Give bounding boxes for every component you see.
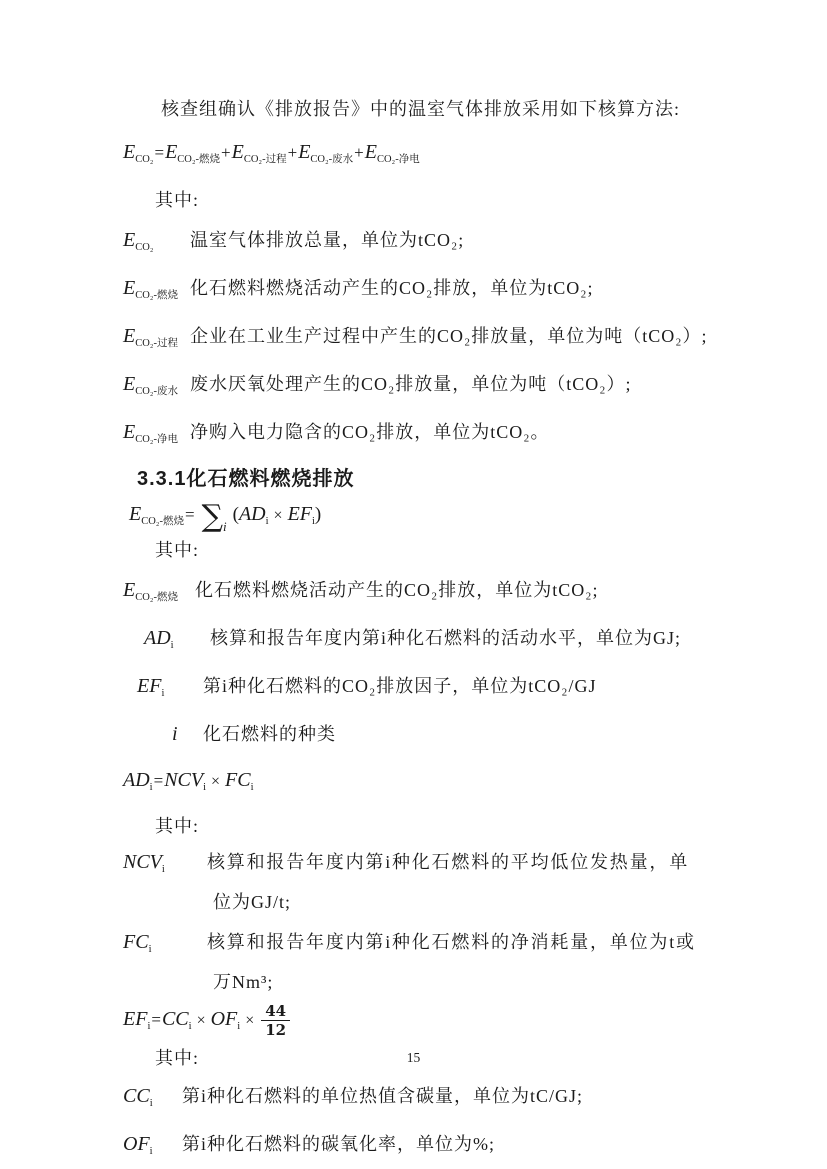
var-ef-sub: i [147,1021,151,1032]
var-ad: AD [238,503,266,525]
definition-line-2: 位为GJ/t; [213,892,292,912]
equals-sign: = [184,505,195,524]
var-eco2-process-sub: CO₂-过程 [243,154,287,165]
term-base: E [123,579,136,601]
term-ad [144,625,210,659]
term-of [123,1131,182,1165]
formula-activity-data [123,767,715,801]
term-eco2-combustion [123,275,190,309]
formula-fuel-combustion [129,497,715,534]
term-base: CC [123,1085,150,1107]
var-ncv-sub: i [203,782,207,793]
term-sub: i [170,640,174,651]
var-ef-sub: i [312,516,315,527]
term-base: NCV [123,851,162,873]
definition-list-activity [123,849,715,995]
var-of-sub: i [237,1021,241,1032]
var-eco2-combustion-sub: CO₂-燃烧 [141,516,184,527]
definition-list-factor [123,1083,715,1165]
var-eco2-combustion: E [165,141,178,163]
var-ncv: NCV [164,769,204,791]
open-paren: ( [232,504,239,525]
var-of: OF [210,1008,238,1030]
term-sub: i [161,688,165,699]
term-sub: CO₂-燃烧 [135,290,178,301]
definition-line-1: 核算和报告年度内第i种化石燃料的净消耗量，单位为t或 [207,932,696,952]
term-base: OF [123,1133,150,1155]
term-sub: i [149,1098,153,1109]
intro-paragraph: 核查组确认《排放报告》中的温室气体排放采用如下核算方法: [161,99,680,119]
plus-sign: + [354,143,364,162]
var-ad: AD [123,769,150,791]
term-ncv [123,849,207,915]
where-label: 其中: [155,540,200,560]
definition-row-ncv [123,849,715,915]
definition-row-cc [123,1083,715,1117]
term-base: FC [123,931,149,953]
where-label: 其中: [155,816,200,836]
var-eco2-wastewater-sub: CO₂-废水 [310,154,354,165]
term-base: E [123,325,136,347]
where-label: 其中: [155,1048,200,1068]
term-fc [123,929,207,995]
sigma-index: i [222,519,227,534]
definition-row-eco2-combustion [123,275,715,309]
var-ef: EF [123,1008,148,1030]
var-eco2-wastewater: E [298,141,311,163]
definition-row-eco2-process [123,323,715,357]
term-eco2-electricity [123,419,190,453]
term-base: AD [144,627,171,649]
definition-row-of [123,1131,715,1165]
term-eco2 [123,227,190,261]
var-eco2-combustion: E [129,503,142,525]
term-ef [137,673,203,707]
definition-text: 化石燃料燃烧活动产生的CO₂排放，单位为tCO₂; [195,580,599,600]
equals-sign: = [154,143,165,162]
var-fc: FC [225,769,251,791]
term-cc [123,1083,182,1117]
multiply-sign: × [245,1012,255,1029]
term-base: E [123,373,136,395]
definition-list-total [123,227,715,453]
definition-line-1: 核算和报告年度内第i种化石燃料的平均低位发热量，单 [207,852,689,872]
equals-sign: = [151,1010,161,1029]
definition-text: 第i种化石燃料的碳氧化率，单位为%; [182,1134,495,1154]
formula-total-emissions [123,139,715,173]
multiply-sign: × [273,507,283,524]
var-eco2: E [123,141,136,163]
fraction-44-12 [261,1002,290,1039]
var-eco2-combustion-sub: CO₂-燃烧 [177,154,221,165]
definition-row-eco2-wastewater [123,371,715,405]
definition-text: 温室气体排放总量，单位为tCO₂; [190,230,465,250]
term-sub: CO₂ [135,242,154,253]
definition-text: 企业在工业生产过程中产生的CO₂排放量，单位为吨（tCO₂）; [190,326,708,346]
definition-list-combustion [123,577,715,755]
multiply-sign: × [211,773,221,790]
definition-row-ef [137,673,715,707]
var-cc-sub: i [188,1021,192,1032]
definition-text [207,849,715,915]
definition-row-fc [123,929,715,995]
var-ad-sub: i [265,516,269,527]
definition-row-eco2-electricity [123,419,715,453]
multiply-sign: × [196,1012,206,1029]
term-sub: CO₂-废水 [135,386,178,397]
term-eco2-process [123,323,190,357]
definition-text: 化石燃料燃烧活动产生的CO₂排放，单位为tCO₂; [190,278,594,298]
var-eco2-electricity-sub: CO₂-净电 [376,154,420,165]
term-sub: CO₂-燃烧 [135,592,178,603]
close-paren: ) [314,504,322,525]
definition-text: 化石燃料的种类 [203,724,336,744]
term-base: E [123,229,136,251]
definition-text: 核算和报告年度内第i种化石燃料的活动水平，单位为GJ; [210,628,682,648]
var-ef: EF [287,503,312,525]
definition-row-i [172,721,715,755]
term-sub: CO₂-过程 [135,338,178,349]
section-heading: 3.3.1化石燃料燃烧排放 [137,468,355,490]
fraction-denominator: 12 [265,1021,287,1040]
var-ad-sub: i [149,782,153,793]
definition-text: 第i种化石燃料的单位热值含碳量，单位为tC/GJ; [182,1086,584,1106]
var-eco2-electricity: E [364,141,377,163]
term-base: E [123,421,136,443]
var-cc: CC [161,1008,189,1030]
var-eco2-sub: CO₂ [135,154,154,165]
definition-text: 第i种化石燃料的CO₂排放因子，单位为tCO₂/GJ [203,676,597,696]
definition-text [207,929,715,995]
term-base: E [123,277,136,299]
term-sub: i [161,864,165,875]
term-sub: CO₂-净电 [135,434,178,445]
term-base: EF [137,675,162,697]
var-eco2-process: E [231,141,244,163]
equals-sign: = [153,771,164,790]
definition-row-eco2 [123,227,715,261]
definition-text: 废水厌氧处理产生的CO₂排放量，单位为吨（tCO₂）; [190,374,632,394]
page-number: 15 [406,1050,421,1065]
definition-row-eco2-combustion [123,577,715,611]
definition-row-ad [144,625,715,659]
term-sub: i [148,944,152,955]
formula-emission-factor [123,999,715,1039]
fraction-numerator: 44 [261,1002,290,1021]
term-base: i [172,723,178,745]
term-sub: i [149,1146,153,1157]
var-fc-sub: i [250,782,254,793]
term-eco2-combustion [123,577,195,611]
term-i [172,721,203,755]
plus-sign: + [221,143,231,162]
definition-text: 净购入电力隐含的CO₂排放，单位为tCO₂。 [190,422,550,442]
term-eco2-wastewater [123,371,190,405]
where-label: 其中: [155,190,200,210]
definition-line-2: 万Nm³; [213,972,274,992]
sigma-symbol: ∑ [201,499,223,534]
plus-sign: + [287,143,298,162]
